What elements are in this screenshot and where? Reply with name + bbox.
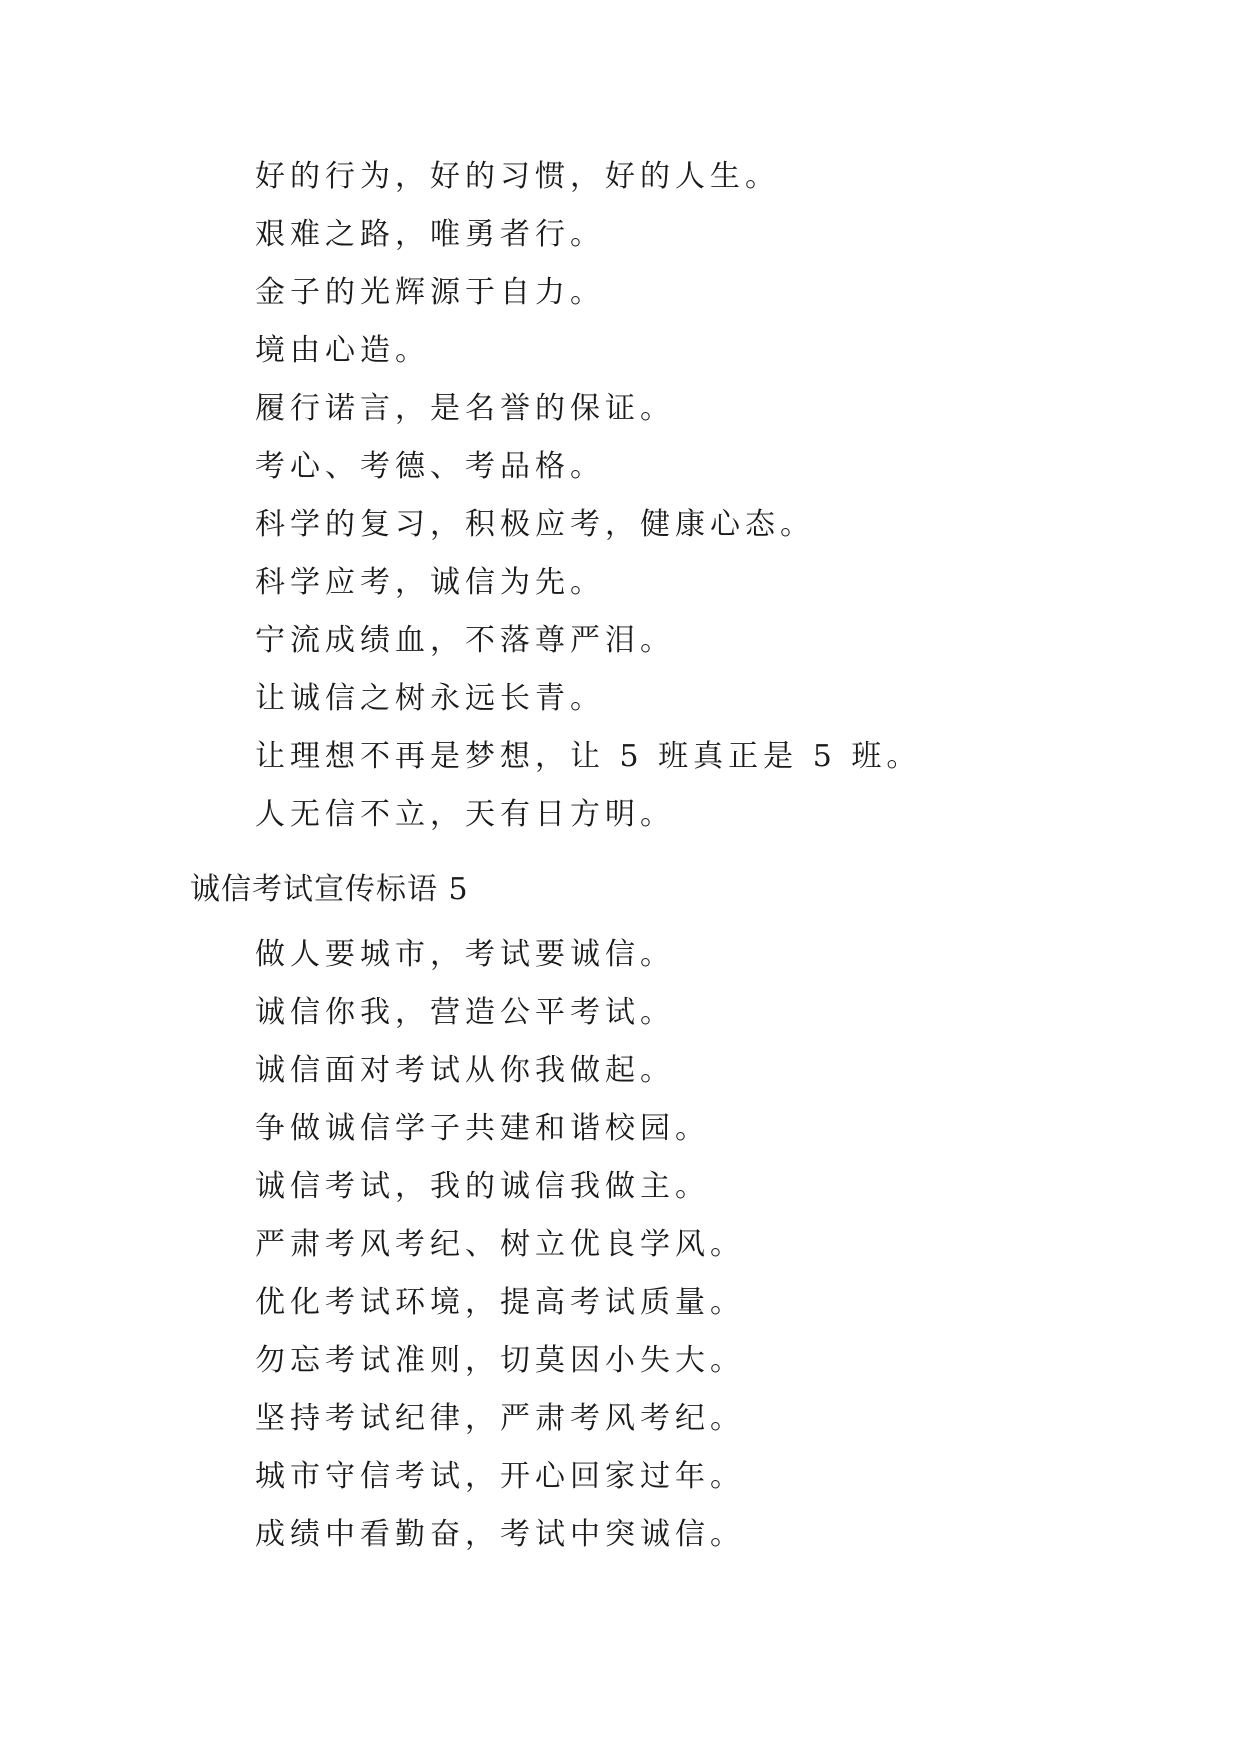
slogan-list-section-b <box>0 935 1241 1573</box>
slogan-line: 诚信你我，营造公平考试。 <box>255 995 675 1030</box>
slogan-line: 考心、考德、考品格。 <box>255 449 605 484</box>
slogan-line: 宁流成绩血，不落尊严泪。 <box>255 623 675 658</box>
slogan-line: 优化考试环境，提高考试质量。 <box>255 1285 745 1320</box>
slogan-line: 坚持考试纪律，严肃考风考纪。 <box>255 1401 745 1436</box>
slogan-list-section-a <box>0 157 1241 853</box>
slogan-line: 城市守信考试，开心回家过年。 <box>255 1459 745 1494</box>
slogan-line: 金子的光辉源于自力。 <box>255 275 605 310</box>
slogan-line: 让理想不再是梦想，让 5 班真正是 5 班。 <box>255 739 922 774</box>
slogan-line: 艰难之路，唯勇者行。 <box>255 217 605 252</box>
slogan-line: 诚信考试，我的诚信我做主。 <box>255 1169 710 1204</box>
slogan-line: 境由心造。 <box>255 333 430 368</box>
slogan-line: 人无信不立，天有日方明。 <box>255 797 675 832</box>
slogan-line: 履行诺言，是名誉的保证。 <box>255 391 675 426</box>
slogan-line: 好的行为，好的习惯，好的人生。 <box>255 159 780 194</box>
slogan-line: 严肃考风考纪、树立优良学风。 <box>255 1227 745 1262</box>
slogan-line: 成绩中看勤奋，考试中突诚信。 <box>255 1517 745 1552</box>
slogan-line: 做人要城市，考试要诚信。 <box>255 937 675 972</box>
slogan-line: 科学的复习，积极应考，健康心态。 <box>255 507 815 542</box>
slogan-line: 科学应考，诚信为先。 <box>255 565 605 600</box>
slogan-line: 勿忘考试准则，切莫因小失大。 <box>255 1343 745 1378</box>
slogan-line: 争做诚信学子共建和谐校园。 <box>255 1111 710 1146</box>
section-heading: 诚信考试宣传标语 5 <box>190 872 469 907</box>
slogan-line: 诚信面对考试从你我做起。 <box>255 1053 675 1088</box>
slogan-line: 让诚信之树永远长青。 <box>255 681 605 716</box>
